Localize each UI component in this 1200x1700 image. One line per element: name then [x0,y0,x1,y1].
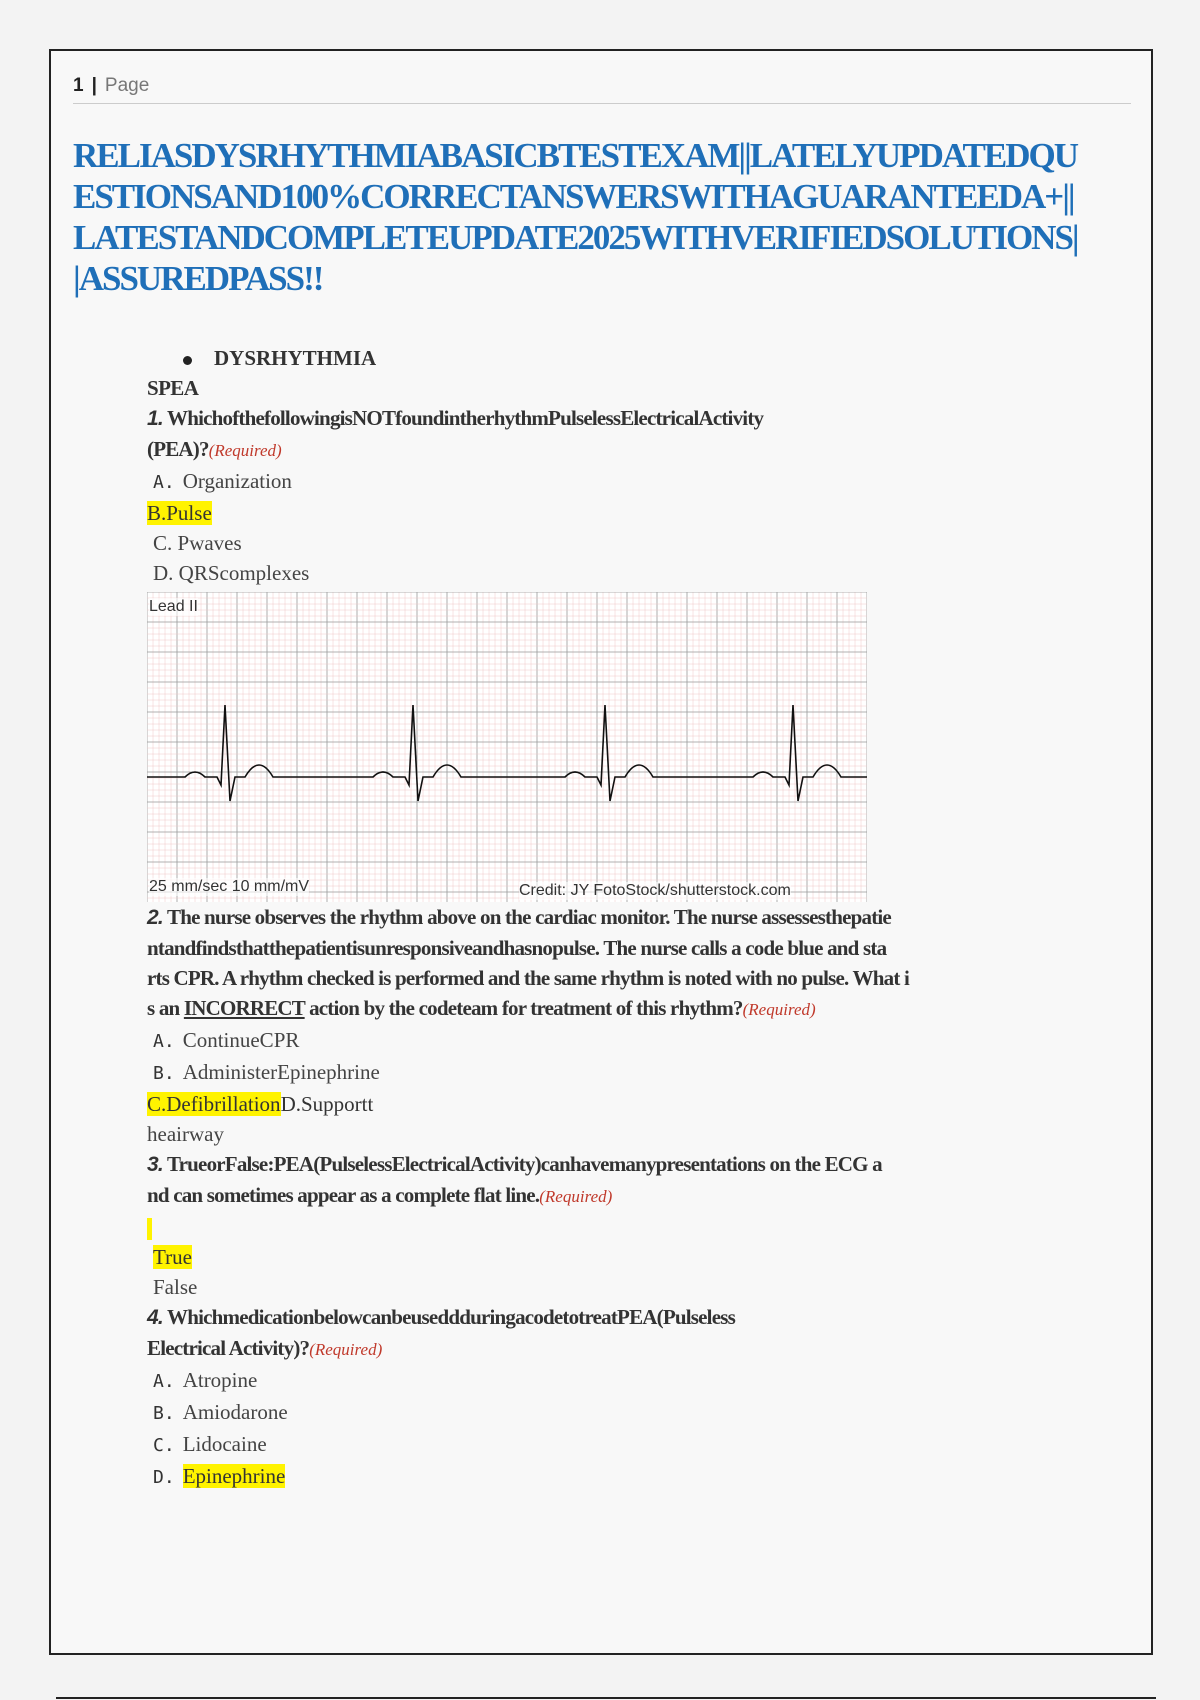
option-text: D.Supportt [280,1092,374,1116]
question-2-number: 2. [147,906,163,929]
q4-option-a[interactable] [147,1365,1127,1397]
question-2-line-1 [147,902,1127,933]
required-label: (Required) [309,1340,383,1359]
q3-option-true[interactable] [147,1242,1127,1272]
question-2-line-2: ntandfindsthatthepatientisunresponsiveandhasnopulse. The nurse calls a code blue and sta [147,936,887,960]
ecg-credit-label: Credit: JY FotoStock/shutterstock.com [519,882,791,899]
question-1-line-1 [147,403,1127,434]
question-4-line-2 [147,1333,1127,1365]
question-4-text: WhichmedicationbelowcanbeuseddduringacodetotreatPEA(Pulseless [167,1305,735,1329]
required-label: (Required) [742,1000,816,1019]
question-3-text: TrueorFalse:PEA(PulselessElectricalActivity)canhavemanypresentations on the ECG a [167,1152,882,1176]
option-text-highlighted: True [153,1245,192,1269]
question-4-text: Electrical Activity)? [147,1336,310,1360]
page-label: Page [104,75,150,96]
option-letter: B. [153,1403,175,1424]
option-text: False [153,1275,198,1299]
question-2-text: action by the codeteam for treatment of this rhythm? [304,996,743,1020]
question-1-text-b: (PEA)? [147,437,209,461]
option-text: AdministerEpinephrine [182,1060,380,1084]
option-text: Amiodarone [182,1400,288,1424]
question-2-emphasis: INCORRECT [183,996,305,1020]
question-3-line-1 [147,1149,1127,1180]
option-text: Organization [182,469,292,493]
required-label: (Required) [208,441,282,460]
footer-rule [56,1697,1156,1699]
option-text-highlighted: Epinephrine [182,1464,286,1488]
option-letter: A. [153,1031,175,1052]
section-sub: SPEA [147,376,199,400]
question-4-line-1 [147,1302,1127,1333]
page-number: 1 [73,75,84,96]
option-letter: D. [153,561,174,585]
question-3-number: 3. [147,1153,163,1176]
q1-option-a[interactable] [147,466,1127,498]
section-heading: DYSRHYTHMIA [214,346,377,370]
q1-option-b[interactable] [147,498,1127,528]
option-text: Pwaves [177,531,242,555]
question-2-line-4 [147,993,1127,1025]
option-text: ContinueCPR [182,1028,300,1052]
question-4-number: 4. [147,1306,163,1329]
q1-option-c[interactable] [147,528,1127,558]
q4-option-b[interactable] [147,1397,1127,1429]
highlight-marker [147,1212,1127,1242]
option-text-highlighted: B.Pulse [147,501,212,525]
option-letter: C. [153,1435,175,1456]
bullet-icon [183,356,192,365]
question-2-text: s an [147,996,184,1020]
required-label: (Required) [539,1187,613,1206]
document-body [147,343,1127,1493]
q2-option-d-cont: heairway [147,1122,224,1146]
option-text: Lidocaine [182,1432,267,1456]
question-3-line-2 [147,1180,1127,1212]
q2-option-b[interactable] [147,1057,1127,1089]
q4-option-c[interactable] [147,1429,1127,1461]
q3-option-false[interactable] [147,1272,1127,1302]
page-header [73,75,1131,104]
document-page [49,49,1153,1655]
q2-option-a[interactable] [147,1025,1127,1057]
option-letter: D. [153,1467,175,1488]
option-letter: A. [153,1371,175,1392]
ecg-lead-label: Lead II [149,598,198,615]
option-text: QRScomplexes [178,561,310,585]
section-bullet [147,343,1127,373]
option-letter: A. [153,472,175,493]
question-3-text: nd can sometimes appear as a complete flat line. [147,1183,540,1207]
option-letter: C. [153,531,173,555]
option-text-highlighted: C.Defibrillation [147,1092,281,1116]
q2-option-c-d[interactable] [147,1089,1127,1119]
option-letter: B. [153,1063,175,1084]
ecg-strip-image [147,592,867,902]
document-title: RELIASDYSRHYTHMIABASICBTESTEXAM||LATELYUPDATEDQUESTIONSAND100%CORRECTANSWERSWITHAGUARANTEEDA+||LATESTANDCOMPLETEUPDATE2025WITHVERIFIEDSOLUTIONS||ASSUREDPASS!! [73,136,1078,298]
q4-option-d[interactable] [147,1461,1127,1493]
option-text: Atropine [182,1368,258,1392]
question-2-text: The nurse observes the rhythm above on the cardiac monitor. The nurse assessesthepatie [167,905,891,929]
q1-option-d[interactable] [147,558,1127,588]
question-1-text-a: WhichofthefollowingisNOTfoundintherhythmPulselessElectricalActivity [167,406,764,430]
question-2-line-3: rts CPR. A rhythm checked is performed and the same rhythm is noted with no pulse. What i [147,966,910,990]
question-1-line-2 [147,434,1127,466]
ecg-scale-label: 25 mm/sec 10 mm/mV [149,878,310,895]
header-separator: | [91,75,97,96]
question-1-number: 1. [147,407,163,430]
ecg-graph [147,592,867,902]
